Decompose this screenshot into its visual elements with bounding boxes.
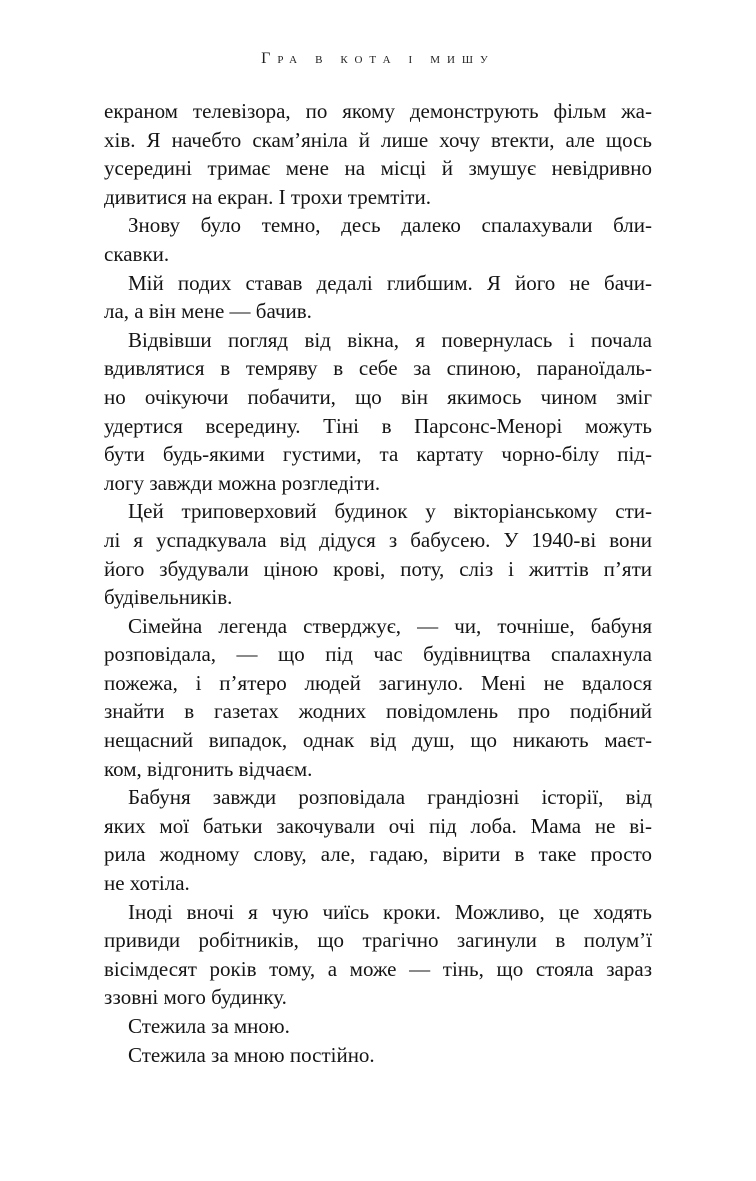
text-line: Іноді вночі я чую чиїсь кроки. Можливо, це ходять xyxy=(128,899,652,924)
text-line: логу завжди можна розгледіти. xyxy=(104,470,381,495)
text-line: ком, відгонить відчаєм. xyxy=(104,756,313,781)
text-line: Стежила за мною. xyxy=(128,1014,290,1038)
text-line: рила жодному слову, але, гадаю, вірити в таке просто xyxy=(104,842,652,867)
paragraph xyxy=(104,898,652,1012)
text-line: бути будь-якими густими, та картату чорно-білу під- xyxy=(104,442,652,467)
paragraph xyxy=(104,97,652,211)
text-line: Стежила за мною постійно. xyxy=(128,1042,375,1067)
text-line: лі я успадкувала від дідуся з бабусею. У 1940-ві вони xyxy=(104,527,652,552)
running-header: Гра в кота і мишу xyxy=(261,50,495,67)
text-line: удертися всередину. Тіні в Парсонс-Менорі можуть xyxy=(104,413,652,438)
text-line: скавки. xyxy=(104,241,170,266)
text-line: привиди робітників, що трагічно загинули в полум’ї xyxy=(104,928,652,953)
text-line: Бабуня завжди розповідала грандіозні історії, від xyxy=(128,785,652,810)
paragraph xyxy=(104,326,652,498)
text-line: екраном телевізора, по якому демонструють фільм жа- xyxy=(104,99,652,123)
text-line: Сімейна легенда стверджує, — чи, точніше, бабуня xyxy=(128,613,652,638)
text-line: Відвівши погляд від вікна, я повернулась і почала xyxy=(128,327,652,352)
text-line: не хотіла. xyxy=(104,871,190,896)
text-line: вісімдесят років тому, а може — тінь, що стояла зараз xyxy=(104,956,652,981)
text-line: його збудували ціною крові, поту, сліз і життів п’яти xyxy=(104,556,652,581)
text-line: Мій подих ставав дедалі глибшим. Я його не бачи- xyxy=(128,270,652,295)
text-line: ззовні мого будинку. xyxy=(104,985,287,1010)
paragraph xyxy=(104,783,652,897)
text-line: Цей триповерховий будинок у вікторіанському сти- xyxy=(128,499,652,524)
paragraph xyxy=(104,1012,652,1041)
text-line: будівельників. xyxy=(104,585,233,610)
page-text xyxy=(104,97,652,1069)
text-line: знайти в газетах жодних повідомлень про подібний xyxy=(104,699,652,724)
text-line: вдивлятися в темряву в себе за спиною, параноїдаль- xyxy=(104,356,652,381)
text-line: розповідала, — що під час будівництва спалахнула xyxy=(104,642,652,667)
paragraph xyxy=(104,1041,652,1070)
paragraph xyxy=(104,612,652,784)
text-line: пожежа, і п’ятеро людей загинуло. Мені не вдалося xyxy=(104,670,652,695)
text-line: ла, а він мене — бачив. xyxy=(104,299,312,324)
paragraph xyxy=(104,497,652,611)
text-line: хів. Я начебто скам’яніла й лише хочу втекти, але щось xyxy=(104,127,652,152)
text-line: Знову було темно, десь далеко спалахували бли- xyxy=(128,213,652,238)
paragraph xyxy=(104,269,652,326)
text-line: но очікуючи побачити, що він якимось чином зміг xyxy=(104,384,652,409)
text-line: яких мої батьки закочували очі під лоба. Мама не ві- xyxy=(104,813,652,838)
text-line: усередині тримає мене на місці й змушує невідривно xyxy=(104,156,652,181)
text-line: нещасний випадок, однак від душ, що никають маєт- xyxy=(104,728,652,753)
text-line: дивитися на екран. І трохи тремтіти. xyxy=(104,184,431,209)
paragraph xyxy=(104,211,652,268)
